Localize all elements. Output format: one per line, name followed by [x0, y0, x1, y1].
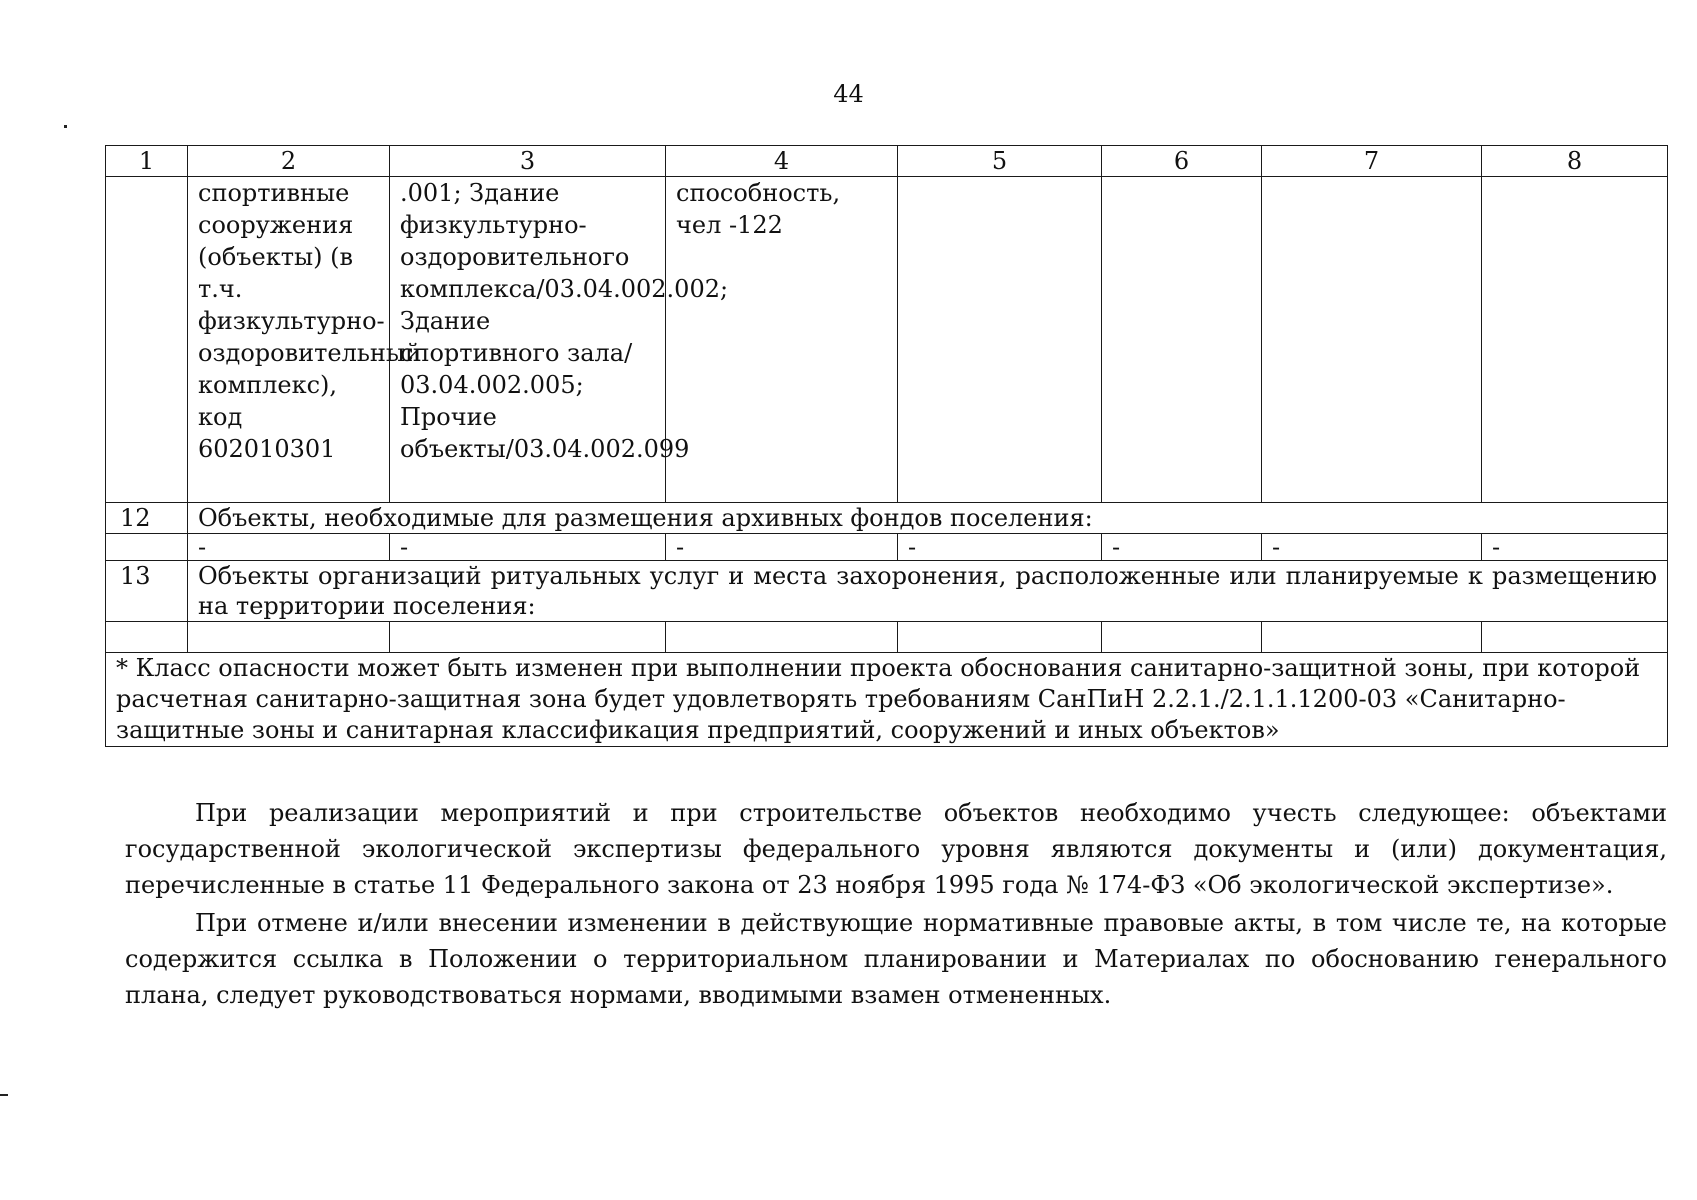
table-cell [106, 177, 188, 503]
table-cell [666, 622, 898, 653]
object-type-cell: .001; Здание физкультурно-оздоровительного комплекса/03.04.002.002; Здание спортивного зала/ 03.04.002.005; Прочие объекты/03.04.002.099 [390, 177, 666, 503]
document-table [105, 145, 1668, 747]
section-row-13 [106, 561, 1668, 622]
table-header-row [106, 146, 1668, 177]
section-row-12 [106, 503, 1668, 534]
section-number: 12 [106, 503, 188, 534]
section-title: Объекты организаций ритуальных услуг и места захоронения, расположенные или планируемые к размещению на территории поселения: [188, 561, 1668, 622]
table-cell [1102, 177, 1262, 503]
footnote-row [106, 653, 1668, 747]
table-row [106, 622, 1668, 653]
column-header: 6 [1102, 146, 1262, 177]
table-cell [1262, 177, 1482, 503]
body-paragraph: При отмене и/или внесении изменении в действующие нормативные правовые акты, в том числе те, на которые содержится ссылка в Положении о территориальном планировании и Материалах по обоснованию генерального плана, следует руководствоваться нормами, вводимыми взамен отмененных. [125, 909, 1667, 1009]
page-number: 44 [833, 80, 864, 108]
column-header: 8 [1482, 146, 1668, 177]
dash-cell: - [1102, 534, 1262, 561]
dash-cell: - [188, 534, 390, 561]
column-header: 2 [188, 146, 390, 177]
column-header: 3 [390, 146, 666, 177]
table-cell [1262, 622, 1482, 653]
column-header: 7 [1262, 146, 1482, 177]
column-header: 5 [898, 146, 1102, 177]
section-title: Объекты, необходимые для размещения архивных фондов поселения: [188, 503, 1668, 534]
dash-cell: - [1482, 534, 1668, 561]
dash-cell: - [898, 534, 1102, 561]
dash-cell: - [666, 534, 898, 561]
scan-speck [0, 1094, 8, 1096]
table-cell [898, 622, 1102, 653]
column-header: 4 [666, 146, 898, 177]
table-cell [898, 177, 1102, 503]
table-cell [390, 622, 666, 653]
object-name-cell: спортивные сооружения (объекты) (в т.ч. физкультурно-оздоровительный комплекс), код 602010301 [188, 177, 390, 503]
table-cell [106, 534, 188, 561]
scan-speck [64, 125, 67, 128]
table-cell [1102, 622, 1262, 653]
table-cell [188, 622, 390, 653]
column-header: 1 [106, 146, 188, 177]
dash-cell: - [390, 534, 666, 561]
table-cell [106, 622, 188, 653]
table-row [106, 534, 1668, 561]
capacity-cell: способность, чел -122 [666, 177, 898, 503]
table-cell [1482, 622, 1668, 653]
section-number: 13 [106, 561, 188, 622]
dash-cell: - [1262, 534, 1482, 561]
table-cell [1482, 177, 1668, 503]
footnote: * Класс опасности может быть изменен при выполнении проекта обоснования санитарно-защитной зоны, при которой расчетная санитарно-защитная зона будет удовлетворять требованиям СанПиН 2.2.1./2.1.1.1200-03 «Санитарно-защитные зоны и санитарная классификация предприятий, сооружений и иных объектов» [106, 653, 1668, 747]
body-paragraph: При реализации мероприятий и при строительстве объектов необходимо учесть следующее: объектами государственной экологической экспертизы федерального уровня являются документы и (или) документация, перечисленные в статье 11 Федерального закона от 23 ноября 1995 года № 174-ФЗ «Об экологической экспертизе». [125, 799, 1667, 899]
table-row [106, 177, 1668, 503]
